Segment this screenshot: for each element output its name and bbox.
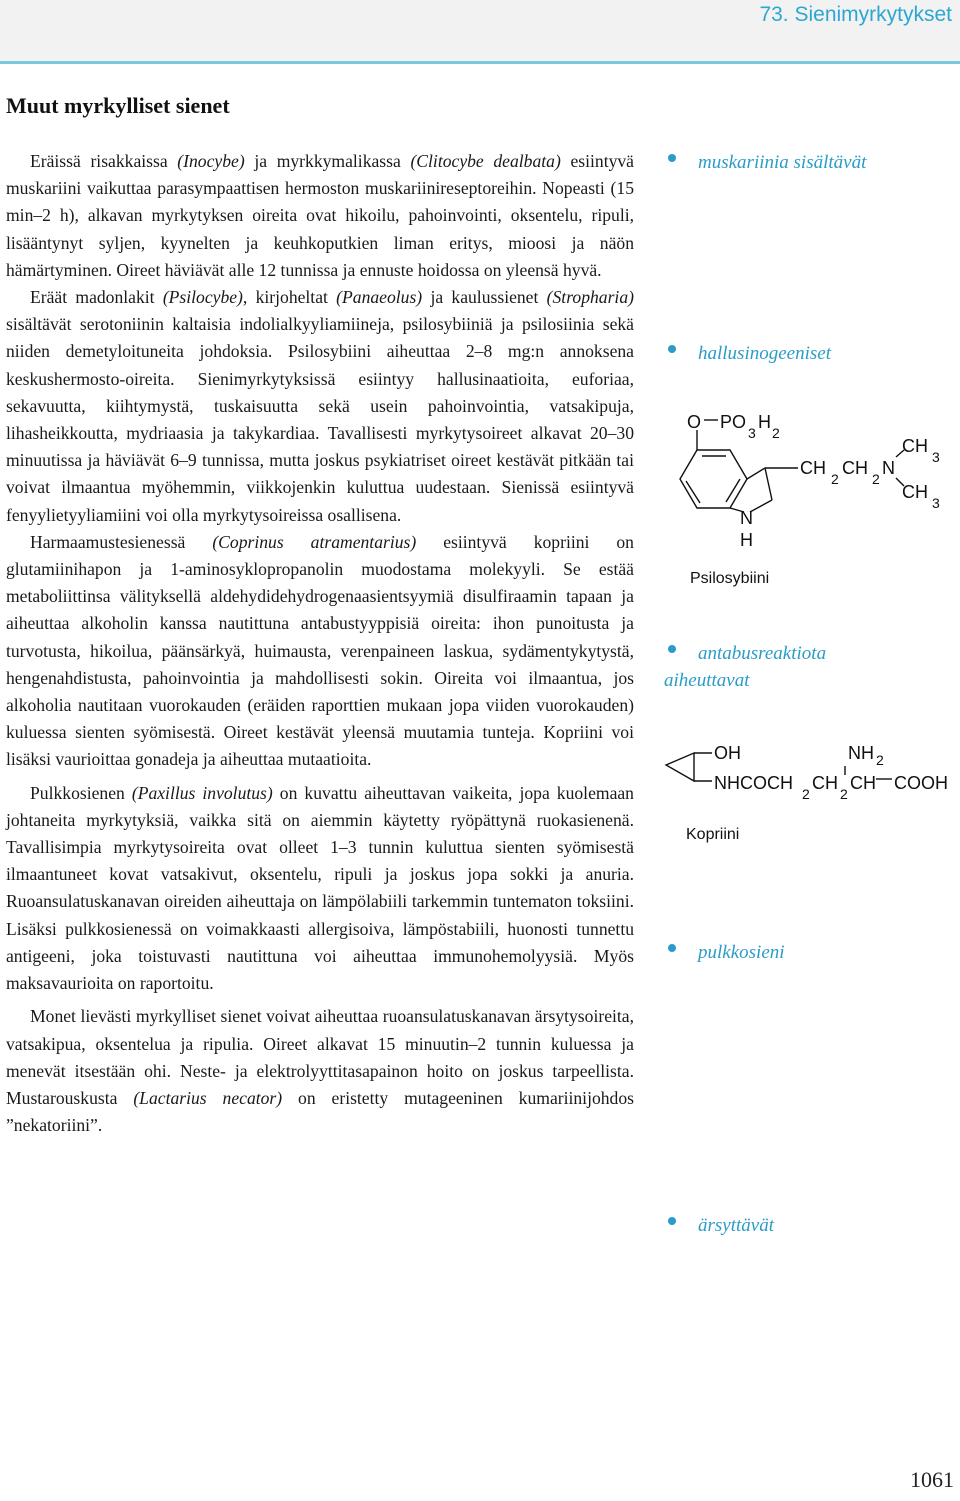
page-number: 1061 bbox=[910, 1467, 954, 1492]
main-text bbox=[6, 148, 634, 1139]
svg-text:2: 2 bbox=[876, 752, 884, 768]
psilocybin-structure bbox=[660, 400, 960, 595]
chapter-title: 73. Sienimyrkytykset bbox=[759, 3, 952, 26]
svg-text:H: H bbox=[740, 530, 753, 550]
svg-text:3: 3 bbox=[932, 449, 940, 465]
coprine-structure bbox=[660, 735, 960, 845]
svg-text:2: 2 bbox=[831, 471, 839, 487]
paragraph-coprinus: Harmaamustesienessä (Coprinus atramentarius) esiintyvä kopriini on glutamiinihapon ja 1-aminosyklopropanolin muodostama molekyyli. Se estää metaboliittinsa välityksellä aldehydidehydrogenaasientsyymiä disulfiraamin tapaan ja aiheuttaa alkoholin kanssa nautittuna antabustyyppisiä oireita: ihon punoitusta ja turvotusta, hikoilua, päänsärkyä, huimausta, verenpaineen laskua, sydämentykytystä, hengenahdistusta, pahoinvointia ja mahdollisesti sokin. Oireita voi ilmaantua, jos alkoholia nautitaan vuorokauden (eräiden raporttien mukaan jopa viiden vuorokauden) kuluessa sienten syömisestä. Oireet kestävät yleensä muutamia tunteja. Kopriini voi lisäksi vaurioittaa gonadeja ja aiheuttaa mutaatioita. bbox=[6, 531, 634, 770]
svg-text:OH: OH bbox=[714, 743, 741, 763]
svg-text:NH: NH bbox=[848, 743, 874, 763]
bullet-icon bbox=[668, 944, 676, 952]
bullet-icon bbox=[668, 345, 676, 353]
svg-text:H: H bbox=[758, 412, 771, 432]
svg-text:3: 3 bbox=[748, 425, 756, 441]
svg-text:COOH: COOH bbox=[894, 773, 948, 793]
svg-text:2: 2 bbox=[802, 786, 810, 802]
svg-text:3: 3 bbox=[932, 495, 940, 511]
sidenote-irritants: ärsyttävät bbox=[664, 1212, 954, 1239]
bullet-icon bbox=[668, 154, 676, 162]
svg-text:CH: CH bbox=[800, 458, 826, 478]
svg-text:CH: CH bbox=[812, 773, 838, 793]
svg-text:CH: CH bbox=[842, 458, 868, 478]
sidenote-paxillus: pulkkosieni bbox=[664, 939, 954, 966]
svg-text:2: 2 bbox=[840, 786, 848, 802]
svg-text:NHCOCH: NHCOCH bbox=[714, 773, 793, 793]
bullet-icon bbox=[668, 1217, 676, 1225]
sidenote-muscarine: muskariinia sisältävät bbox=[664, 149, 954, 176]
sidenote-antabus: antabusreaktiota aiheuttavat bbox=[664, 643, 827, 691]
svg-text:2: 2 bbox=[772, 425, 780, 441]
bullet-icon bbox=[668, 645, 676, 653]
svg-text:Psilosybiini: Psilosybiini bbox=[690, 570, 770, 587]
sidenote-hallucinogenic: hallusinogeeniset bbox=[664, 340, 954, 367]
svg-text:PO: PO bbox=[720, 412, 747, 432]
header-band bbox=[0, 0, 960, 64]
svg-text:2: 2 bbox=[872, 471, 880, 487]
svg-text:N: N bbox=[882, 458, 895, 478]
section-title: Muut myrkylliset sienet bbox=[6, 93, 230, 118]
svg-text:CH: CH bbox=[902, 482, 928, 502]
svg-text:CH: CH bbox=[902, 436, 928, 456]
svg-text:Kopriini: Kopriini bbox=[686, 826, 740, 843]
svg-text:N: N bbox=[740, 508, 753, 528]
paragraph-paxillus: Pulkkosienen (Paxillus involutus) on kuvattu aiheuttavan vaikeita, jopa kuolemaan johtaneita myrkytyksiä, vaikka sitä on aiemmin käytetty ryöpättynä ruokasienenä. Tavallisimpia myrkytysoireita ovat olleet 1–3 tunnin kuluttua sienten syömisestä ilmaantuneet kovat vatsakivut, oksentelu, ripuli ja joskus jopa sokki ja anuria. Ruoansulatuskanavan oireiden aiheuttaja on lämpölabiili tarkemmin tuntematon toksiini. Lisäksi pulkkosienessä on voimakkaasti allergisoiva, lämpöstabiili, huonosti tunnettu antigeeni, joka toistuvasti nautittuna voi aiheuttaa immunohemolyysiä. Myös maksavaurioita on raportoitu. bbox=[6, 782, 634, 994]
paragraph-irritants: Monet lievästi myrkylliset sienet voivat aiheuttaa ruoansulatuskanavan ärsytysoireita, vatsakipua, oksentelua ja ripulia. Oireet alkavat 15 minuutin–2 tunnin kuluessa ja menevät itsestään ohi. Neste- ja elektrolyyttitasapainon hoito on joskus tarpeellista. Mustarouskusta (Lactarius necator) on eristetty mutageeninen kumariinijohdos ”nekatoriini”. bbox=[6, 1006, 634, 1136]
paragraph-psilocybe: Eräät madonlakit (Psilocybe), kirjoheltat (Panaeolus) ja kaulussienet (Stropharia) sisältävät serotoniinin kaltaisia indolialkyyliamiineja, psilosybiiniä ja psilosiinia sekä niiden demetyloituneita johdoksia. Psilosybiini aiheuttaa 2–8 mg:n annoksena keskushermosto-oireita. Sienimyrkytyksissä esiintyy hallusinaatioita, euforiaa, sekavuutta, kiihtymystä, tuskaisuutta sekä usein pahoinvointia, vatsakipuja, lihasheikkoutta, mydriaasia ja takykardiaa. Tavallisesti myrkytysoireet alkavat 20–30 minuutissa ja häviävät 6–9 tunnissa, mutta joskus psykiatriset oireet kestävät pitkään tai voivat ilmaantua myöhemmin, viikkojenkin kuluttua uudestaan. Sienissä esiintyvä fenyylietyyliamiini voi olla myrkytysoireissa osallisena. bbox=[6, 287, 634, 525]
svg-text:O: O bbox=[687, 412, 702, 432]
paragraph-muscarine: Eräissä risakkaissa (Inocybe) ja myrkkymalikassa (Clitocybe dealbata) esiintyvä muskariini vaikuttaa parasympaattisen hermoston muskariinireseptoreihin. Nopeasti (15 min–2 h), alkavan myrkytyksen oireita ovat hikoilu, pahoinvointi, oksentelu, ripuli, lisääntynyt syljen, kyynelten ja keuhkoputkien liman eritys, mioosi ja näön hämärtyminen. Oireet häviävät alle 12 tunnissa ja ennuste hoidossa on yleensä hyvä. bbox=[6, 151, 634, 280]
svg-text:CH: CH bbox=[850, 773, 876, 793]
